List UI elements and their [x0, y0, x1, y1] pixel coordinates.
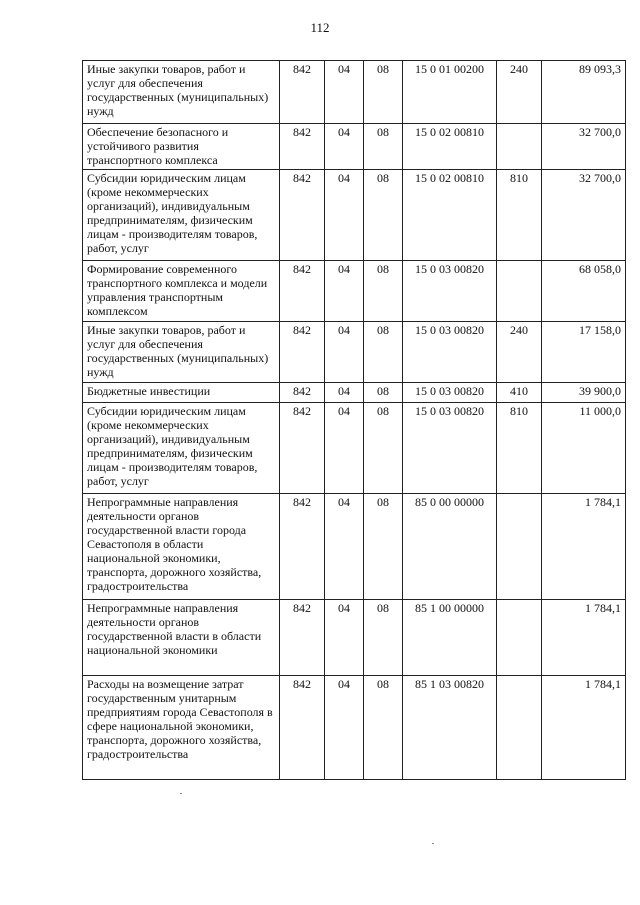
- table-row: [83, 383, 626, 403]
- section-cell: 04: [325, 403, 364, 494]
- amount-cell: 39 900,0: [542, 383, 626, 403]
- target-article-cell: 15 0 01 00200: [403, 61, 497, 124]
- section-cell: 04: [325, 61, 364, 124]
- amount-cell: 89 093,3: [542, 61, 626, 124]
- row-name-cell: Субсидии юридическим лицам (кроме некоммерческих организаций), индивидуальным предпринимателям, физическим лицам - производителям товаров, работ, услуг: [83, 403, 280, 494]
- expense-type-cell: [497, 261, 542, 322]
- section-cell: 04: [325, 676, 364, 780]
- amount-cell: 11 000,0: [542, 403, 626, 494]
- table-row: [83, 494, 626, 600]
- section-cell: 04: [325, 322, 364, 383]
- row-name-cell: Непрограммные направления деятельности органов государственной власти города Севастополя в области национальной экономики, транспорта, дорожного хозяйства, градостроительства: [83, 494, 280, 600]
- row-name-cell: Бюджетные инвестиции: [83, 383, 280, 403]
- subsection-cell: 08: [364, 124, 403, 170]
- target-article-cell: 85 1 03 00820: [403, 676, 497, 780]
- row-name-cell: Расходы на возмещение затрат государственным унитарным предприятиям города Севастополя в сфере национальной экономики, транспорта, дорожного хозяйства, градостроительства: [83, 676, 280, 780]
- row-name-cell: Непрограммные направления деятельности органов государственной власти в области национальной экономики: [83, 600, 280, 676]
- expense-type-cell: 810: [497, 403, 542, 494]
- subsection-cell: 08: [364, 383, 403, 403]
- table-row: [83, 676, 626, 780]
- scan-speck: [180, 793, 182, 794]
- subsection-cell: 08: [364, 261, 403, 322]
- section-cell: 04: [325, 494, 364, 600]
- target-article-cell: 15 0 03 00820: [403, 403, 497, 494]
- subsection-cell: 08: [364, 403, 403, 494]
- subsection-cell: 08: [364, 676, 403, 780]
- scan-speck: [432, 843, 434, 844]
- expense-type-cell: [497, 676, 542, 780]
- target-article-cell: 15 0 02 00810: [403, 170, 497, 261]
- subsection-cell: 08: [364, 170, 403, 261]
- section-cell: 04: [325, 600, 364, 676]
- amount-cell: 1 784,1: [542, 494, 626, 600]
- subsection-cell: 08: [364, 600, 403, 676]
- grbs-cell: 842: [280, 322, 325, 383]
- table-row: [83, 600, 626, 676]
- target-article-cell: 15 0 03 00820: [403, 383, 497, 403]
- amount-cell: 17 158,0: [542, 322, 626, 383]
- amount-cell: 32 700,0: [542, 170, 626, 261]
- section-cell: 04: [325, 383, 364, 403]
- expense-type-cell: [497, 124, 542, 170]
- expense-type-cell: 240: [497, 322, 542, 383]
- row-name-cell: Обеспечение безопасного и устойчивого развития транспортного комплекса: [83, 124, 280, 170]
- amount-cell: 68 058,0: [542, 261, 626, 322]
- budget-table: [82, 60, 626, 780]
- table-row: [83, 322, 626, 383]
- expense-type-cell: 810: [497, 170, 542, 261]
- target-article-cell: 85 1 00 00000: [403, 600, 497, 676]
- grbs-cell: 842: [280, 61, 325, 124]
- target-article-cell: 85 0 00 00000: [403, 494, 497, 600]
- table-row: [83, 170, 626, 261]
- table-row: [83, 124, 626, 170]
- subsection-cell: 08: [364, 322, 403, 383]
- row-name-cell: Иные закупки товаров, работ и услуг для обеспечения государственных (муниципальных) нужд: [83, 322, 280, 383]
- grbs-cell: 842: [280, 403, 325, 494]
- grbs-cell: 842: [280, 170, 325, 261]
- page-number: 112: [310, 20, 330, 35]
- expense-type-cell: 240: [497, 61, 542, 124]
- subsection-cell: 08: [364, 494, 403, 600]
- target-article-cell: 15 0 03 00820: [403, 322, 497, 383]
- row-name-cell: Иные закупки товаров, работ и услуг для обеспечения государственных (муниципальных) нужд: [83, 61, 280, 124]
- amount-cell: 32 700,0: [542, 124, 626, 170]
- grbs-cell: 842: [280, 124, 325, 170]
- section-cell: 04: [325, 170, 364, 261]
- amount-cell: 1 784,1: [542, 600, 626, 676]
- section-cell: 04: [325, 261, 364, 322]
- table-row: [83, 261, 626, 322]
- table-row: [83, 403, 626, 494]
- subsection-cell: 08: [364, 61, 403, 124]
- expense-type-cell: [497, 600, 542, 676]
- amount-cell: 1 784,1: [542, 676, 626, 780]
- grbs-cell: 842: [280, 600, 325, 676]
- grbs-cell: 842: [280, 261, 325, 322]
- target-article-cell: 15 0 02 00810: [403, 124, 497, 170]
- target-article-cell: 15 0 03 00820: [403, 261, 497, 322]
- row-name-cell: Субсидии юридическим лицам (кроме некоммерческих организаций), индивидуальным предпринимателям, физическим лицам - производителям товаров, работ, услуг: [83, 170, 280, 261]
- grbs-cell: 842: [280, 494, 325, 600]
- section-cell: 04: [325, 124, 364, 170]
- row-name-cell: Формирование современного транспортного комплекса и модели управления транспортным комплексом: [83, 261, 280, 322]
- table-row: [83, 61, 626, 124]
- expense-type-cell: 410: [497, 383, 542, 403]
- expense-type-cell: [497, 494, 542, 600]
- grbs-cell: 842: [280, 676, 325, 780]
- grbs-cell: 842: [280, 383, 325, 403]
